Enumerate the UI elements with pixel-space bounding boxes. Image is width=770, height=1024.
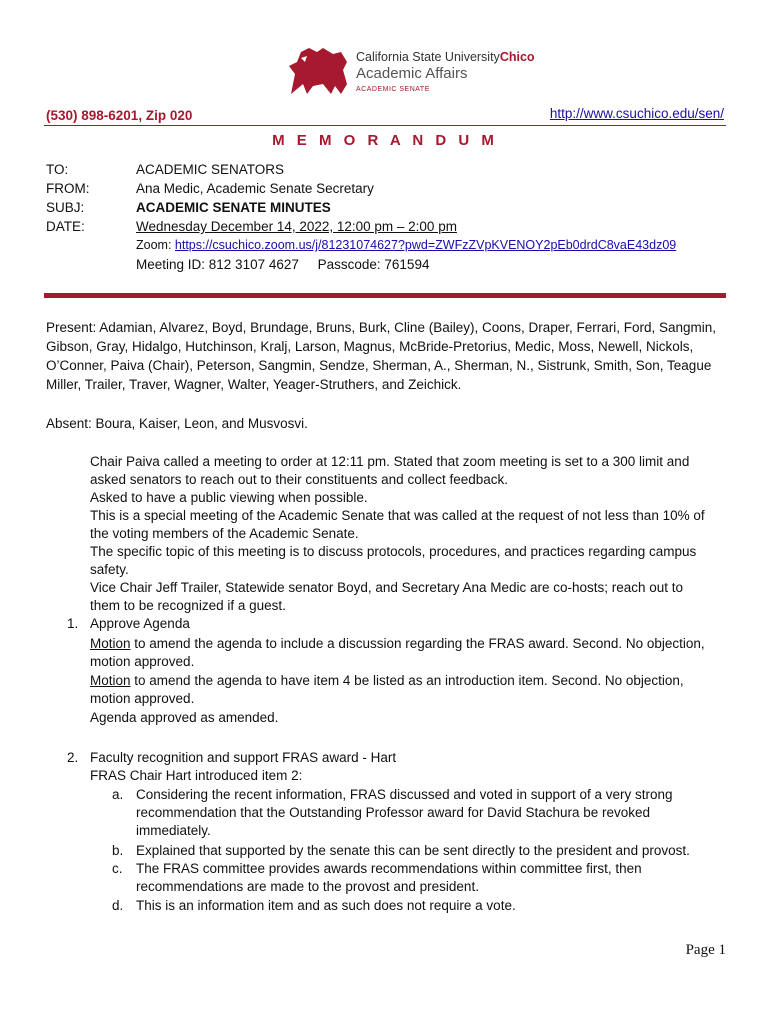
item-number: 1. [67, 616, 79, 631]
section-divider [44, 293, 726, 298]
motion-line [90, 673, 684, 688]
absent-line: Absent: Boura, Kaiser, Leon, and Musvosvi. [46, 416, 308, 431]
intro-line: Chair Paiva called a meeting to order at 12:11 pm. Stated that zoom meeting is set to a 300 limit and [90, 454, 690, 469]
intro-line: safety. [90, 562, 129, 577]
sub-line: Considering the recent information, FRAS discussed and voted in support of a very strong [136, 787, 673, 802]
senate-url-link[interactable]: http://www.csuchico.edu/sen/ [549, 106, 724, 121]
sub-line: recommendations are made to the provost and president. [136, 879, 479, 894]
sub-line: recommendation that the Outstanding Professor award for David Stachura be revoked [136, 805, 651, 820]
item-title: Faculty recognition and support FRAS award - Hart [90, 750, 397, 765]
to-value: ACADEMIC SENATORS [136, 162, 285, 177]
present-line: Present: Adamian, Alvarez, Boyd, Brundage, Bruns, Burk, Cline (Bailey), Coons, Draper, Ferrari, Ford, Sangmin, [46, 320, 717, 335]
subj-label: SUBJ: [46, 200, 85, 215]
present-line: Miller, Trailer, Traver, Wagner, Walter, Yeager-Struthers, and Zeichick. [46, 377, 462, 392]
item-number: 2. [67, 750, 79, 765]
sub-label: c. [112, 861, 123, 876]
senate-subtitle: ACADEMIC SENATE [356, 86, 430, 93]
intro-line: Asked to have a public viewing when possible. [90, 490, 368, 505]
sub-line: Explained that supported by the senate this can be sent directly to the president and provost. [136, 843, 690, 858]
sub-label: a. [112, 787, 124, 802]
department-name: Academic Affairs [356, 65, 468, 82]
motion-line [90, 636, 705, 651]
sub-line: This is an information item and as such does not require a vote. [136, 898, 516, 913]
present-line: Gibson, Gray, Hidalgo, Hutchinson, Kralj, Larson, Magnus, McBride-Pretorius, Medic, Moss, Newell, Nickols, [46, 339, 694, 354]
meeting-id: Meeting ID: 812 3107 4627 Passcode: 761594 [136, 257, 430, 272]
item-intro: FRAS Chair Hart introduced item 2: [90, 768, 303, 783]
zoom-label: Zoom: [136, 238, 175, 252]
motion-text: to amend the agenda to include a discussion regarding the FRAS award. Second. No objection, [130, 636, 705, 651]
page-number: Page 1 [685, 942, 726, 958]
intro-line: asked senators to reach out to their constituents and collect feedback. [90, 472, 508, 487]
sub-label: b. [112, 843, 124, 858]
wildcat-icon [283, 44, 353, 100]
motion-word: Motion [90, 636, 131, 651]
from-label: FROM: [46, 181, 90, 196]
intro-line: Vice Chair Jeff Trailer, Statewide senator Boyd, and Secretary Ana Medic are co-hosts; reach out to [90, 580, 684, 595]
intro-line: This is a special meeting of the Academic Senate that was called at the request of not less than 10% of [90, 508, 705, 523]
sub-label: d. [112, 898, 124, 913]
memo-title: M E M O R A N D U M [272, 132, 498, 149]
sub-line: immediately. [136, 823, 211, 838]
sub-line: The FRAS committee provides awards recommendations within committee first, then [136, 861, 642, 876]
intro-line: The specific topic of this meeting is to discuss protocols, procedures, and practices regarding campus [90, 544, 697, 559]
agenda-result: Agenda approved as amended. [90, 710, 279, 725]
date-label: DATE: [46, 219, 85, 234]
zoom-line [136, 238, 676, 252]
from-value: Ana Medic, Academic Senate Secretary [136, 181, 374, 196]
subj-value: ACADEMIC SENATE MINUTES [136, 200, 331, 215]
present-line: O’Conner, Paiva (Chair), Peterson, Sangmin, Sendze, Sherman, A., Sherman, N., Sistrunk, Smith, Son, Teague [46, 358, 712, 373]
phone-zip: (530) 898-6201, Zip 020 [46, 108, 193, 123]
header-divider [44, 125, 726, 126]
intro-line: the voting members of the Academic Senate. [90, 526, 359, 541]
motion-text: to amend the agenda to have item 4 be listed as an introduction item. Second. No objection, [130, 673, 684, 688]
item-title: Approve Agenda [90, 616, 190, 631]
to-label: TO: [46, 162, 69, 177]
university-name: California State UniversityChico [356, 50, 535, 64]
motion-word: Motion [90, 673, 131, 688]
date-value: Wednesday December 14, 2022, 12:00 pm – 2:00 pm [136, 219, 457, 234]
zoom-link[interactable]: https://csuchico.zoom.us/j/81231074627?pwd=ZWFzZVpKVENOY2pEb0drdC8vaE43dz09 [174, 238, 677, 252]
motion-line: motion approved. [90, 654, 195, 669]
motion-line: motion approved. [90, 691, 195, 706]
intro-line: them to be recognized if a guest. [90, 598, 286, 613]
